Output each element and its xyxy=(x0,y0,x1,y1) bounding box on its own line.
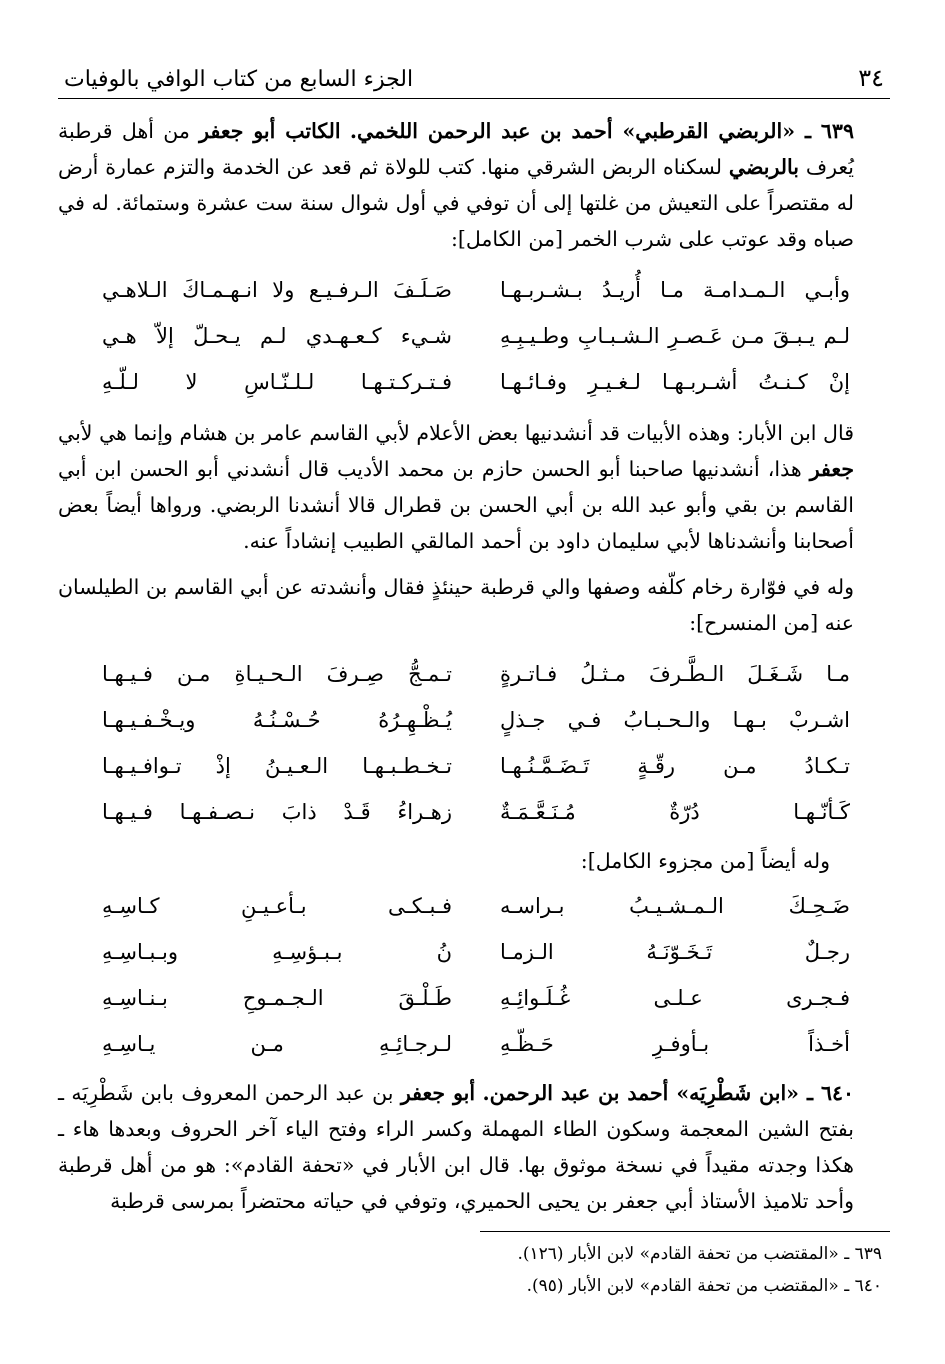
para2-text-a: قال ابن الأبار: وهذه الأبيات قد أنشدنيها بعض الأعلام لأبي القاسم عامر بن هشام وإنما هي لأبي xyxy=(58,421,854,445)
footnote-640: ٦٤٠ ـ «المقتضب من تحفة القادم» لابن الأبار (٩٥). xyxy=(526,1276,882,1296)
entry-639-title: ٦٣٩ ـ «الربضي القرطبي» أحمد بن عبد الرحمن اللخمي. xyxy=(349,119,854,143)
poem-verse xyxy=(58,651,890,697)
hemistich-second: فـتـركـتـهـا لـلـنّـاسِ لا لـلّـهِ xyxy=(102,370,452,394)
header-title: الجزء السابع من كتاب الوافي بالوفيات xyxy=(64,67,414,92)
entry-640-kunya: أبو جعفر xyxy=(400,1081,476,1105)
entry-639-text2: لسكناه الربض الشرقي منها. كتب للولاة ثم قعد عن الخدمة والتزم عمارة أرض له مقتصراً على التعيش من غلتها إلى أن توفي في أول شوال سنة ست عشرة وستمائة. له في صباه وقد عوتب على شرب الخمر [من الكامل]: xyxy=(58,155,854,251)
poem-verse xyxy=(58,789,890,835)
hemistich-second: صَـلَـفَ الـرفـيـع ولا انـهـمـاكَ الـلاهـي xyxy=(102,278,452,302)
hemistich-second: تـخـطـبـهـا الـعـيـنُ إذْ تـوافـيـهـا xyxy=(102,754,452,778)
footnotes xyxy=(58,1238,890,1302)
entry-640-paragraph xyxy=(58,1075,890,1219)
hemistich-first: ضَـحِـكَ الـمـشـيـبُ بـراسـه xyxy=(500,894,850,918)
entry-639-nisba: بالربضي xyxy=(728,155,799,179)
page-number: ٣٤ xyxy=(858,64,884,92)
poem-verse xyxy=(58,1021,890,1067)
fountain-paragraph: وله في فوّارة رخام كلّفه وصفها والي قرطبة حينئذٍ فقال وأنشدته عن أبي القاسم بن الطيلسان عنه [من المنسرح]: xyxy=(58,575,854,635)
hemistich-second: طَـلْـقَ الـجـمـوحِ بـنـاسِـهِ xyxy=(102,986,452,1010)
hemistich-second: نُ بـبـؤسِـهِ وبـبـاسِـهِ xyxy=(102,940,452,964)
hemistich-first: وأبـي الـمـدامـة مـا أُريـدُ بـشـربـهـا xyxy=(500,278,850,302)
poem-3 xyxy=(58,883,890,1067)
running-header xyxy=(58,52,890,99)
hemistich-first: اشـربْ بـهـا والـحـبـابُ فـي جـذلٍ xyxy=(500,708,850,732)
hemistich-first: فـجـرى عـلـى غُـلَـوائِـهِ xyxy=(500,986,850,1010)
poem-verse xyxy=(58,929,890,975)
poem-verse xyxy=(58,359,890,405)
poem-verse xyxy=(58,313,890,359)
hemistich-second: فـبـكـى بـأعـيـنِ كـاسِـهِ xyxy=(102,894,452,918)
hemistich-second: شـيء كـعـهـدي لـم يـحـلّ إلاّ هـي xyxy=(102,324,452,348)
hemistich-first: أخـذاً بـأوفـرِ حَـظّـهِ xyxy=(500,1032,850,1056)
para2-kunya: جعفر xyxy=(809,457,854,481)
poem-1 xyxy=(58,267,890,405)
entry-639-kunya: الكاتب أبو جعفر xyxy=(199,119,341,143)
hemistich-second: زهـراءُ قَـدْ ذابَ نـصـفـهـا فـيـهـا xyxy=(102,800,452,824)
entry-640-text: بن عبد الرحمن المعروف بابن شَطْرِيَه ـ بفتح الشين المعجمة وسكون الطاء المهملة وكسر الراء وفتح الياء آخر الحروف وبعدها هاء ـ هكذا وجدته مقيداً في نسخة موثوق بها. قال ابن الأبار في «تحفة القادم»: هو من أهل قرطبة وأحد تلاميذ الأستاذ أبي جعفر بن يحيى الحميري، وتوفي في حياته محتضراً بمرسى قرطبة xyxy=(58,1081,854,1213)
para2-text-b: هذا، أنشدنيها صاحبنا أبو الحسن حازم بن محمد الأديب قال أنشدني أبو الحسن ابن أبي القاسم بن بقي وأبو عبد الله بن أبي الحسن بن قطرال قالا أنشدنا الربضي. ورواها أيضاً بعض أصحابنا وأنشدناها لأبي سليمان داود بن أحمد المالقي الطبيب إنشاداً عنه. xyxy=(58,457,854,553)
footnote-639: ٦٣٩ ـ «المقتضب من تحفة القادم» لابن الأبار (١٢٦). xyxy=(517,1244,882,1264)
footnote-divider xyxy=(480,1231,890,1232)
hemistich-second: تـمـجُّ صِـرفَ الـحـيـاةِ مـن فـيـهـا xyxy=(102,662,452,686)
poem-verse xyxy=(58,975,890,1021)
hemistich-second: يُـظْـهِـرُهُ حُـسْـنُـهُ ويـخْـفـيـهـا xyxy=(102,708,452,732)
poem-verse xyxy=(58,267,890,313)
ibn-al-abbar-paragraph xyxy=(58,415,890,559)
entry-639-paragraph xyxy=(58,113,890,257)
hemistich-second: لـرجـائِـهِ مـن يـاسِـهِ xyxy=(102,1032,452,1056)
poem-verse xyxy=(58,743,890,789)
hemistich-first: مـا شَـغَـلَ الـطَّـرفَ مـثـلُ فـاتـرةٍ xyxy=(500,662,850,686)
hemistich-first: كَـأنّـهـا دُرّةٌ مُـنَـعَّـمَـةٌ xyxy=(500,800,850,824)
hemistich-first: لـم يـبـقَ مـن عَـصـرِ الـشـبـابِ وطـيـبِـهِ xyxy=(500,324,850,348)
hemistich-first: رجـلٌ تَـخَـوّنَـهُ الـزمـا xyxy=(500,940,850,964)
poem-verse xyxy=(58,883,890,929)
poem-verse xyxy=(58,697,890,743)
hemistich-first: إنْ كـنـتُ أشـربـهـا لـغـيـرِ وفـائـهـا xyxy=(500,370,850,394)
book-page xyxy=(58,52,890,1302)
poem-3-intro: وله أيضاً [من مجزوء الكامل]: xyxy=(580,849,830,873)
entry-639-text1: من أهل قرطبة يُعرف xyxy=(58,119,854,179)
hemistich-first: تـكـادُ مـن رقّـةٍ تَـضَـمَّـنُـهـا xyxy=(500,754,850,778)
poem-2 xyxy=(58,651,890,835)
entry-640-title: ٦٤٠ ـ «ابن شَطْرِيَه» أحمد بن عبد الرحمن. xyxy=(482,1081,854,1105)
